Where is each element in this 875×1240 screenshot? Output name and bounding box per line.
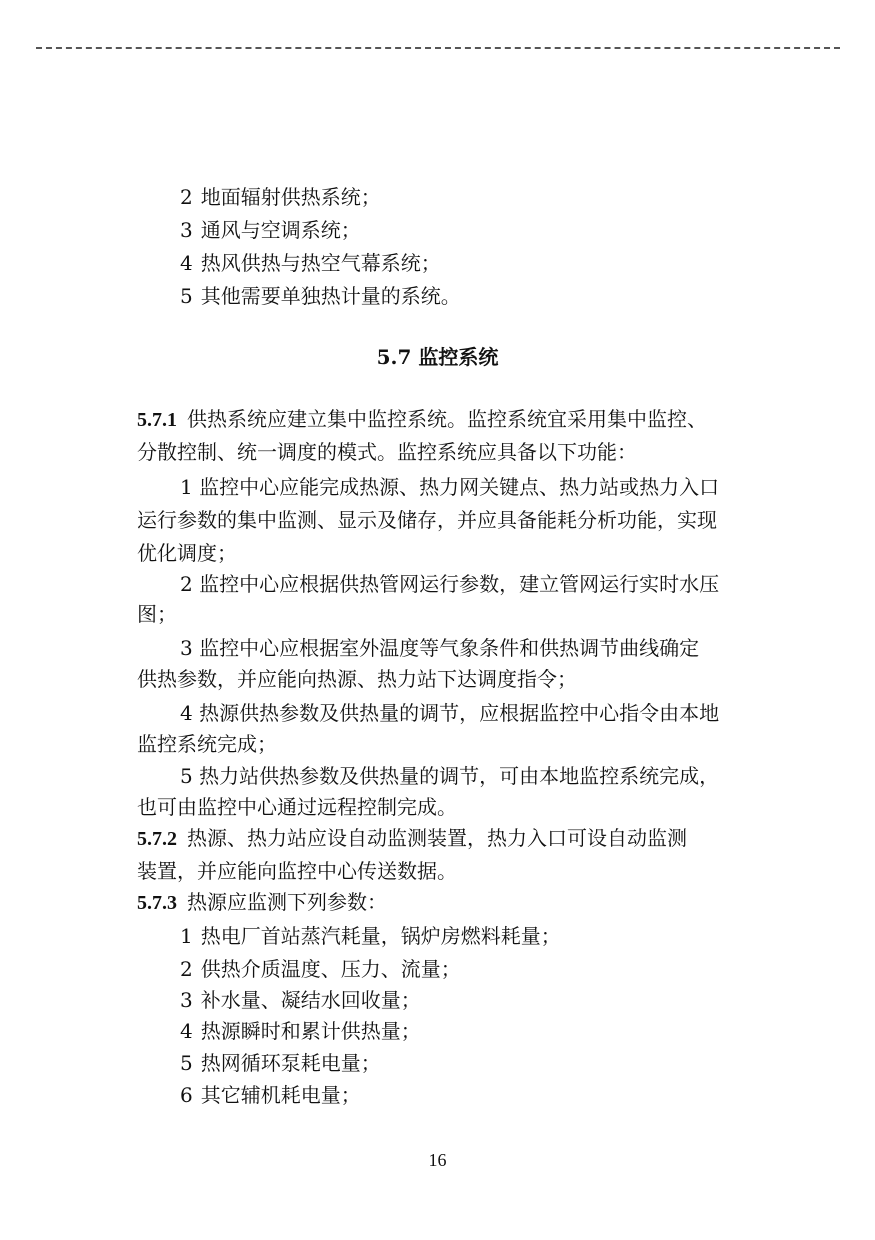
clause-571-item-cont: 优化调度； <box>137 541 237 565</box>
clause-572-line: 5.7.2 热源、热力站应设自动监测装置，热力入口可设自动监测 <box>137 826 687 850</box>
clause-571-item: 1 监控中心应能完成热源、热力网关键点、热力站或热力入口 <box>180 475 720 499</box>
clause-number: 5.7.3 <box>137 892 177 914</box>
page-number: 16 <box>428 1150 447 1170</box>
list-item: 1 热电厂首站蒸汽耗量，锅炉房燃料耗量； <box>180 924 561 948</box>
list-item: 3 通风与空调系统； <box>180 218 361 242</box>
clause-571-item-cont: 监控系统完成； <box>137 732 277 756</box>
clause-572-line: 装置，并应能向监控中心传送数据。 <box>137 859 457 883</box>
clause-571-item-cont: 运行参数的集中监测、显示及储存，并应具备能耗分析功能，实现 <box>137 508 717 532</box>
clause-571-item: 4 热源供热参数及供热量的调节，应根据监控中心指令由本地 <box>180 701 720 725</box>
list-item: 4 热源瞬时和累计供热量； <box>180 1019 421 1043</box>
clause-571-item: 2 监控中心应根据供热管网运行参数，建立管网运行实时水压 <box>180 572 720 596</box>
list-item: 5 热网循环泵耗电量； <box>180 1051 381 1075</box>
clause-571-line: 5.7.1 供热系统应建立集中监控系统。监控系统宜采用集中监控、 <box>137 407 707 431</box>
list-item: 2 地面辐射供热系统； <box>180 185 381 209</box>
list-item: 3 补水量、凝结水回收量； <box>180 988 421 1012</box>
clause-573-line: 5.7.3 热源应监测下列参数： <box>137 890 387 914</box>
clause-571-item-cont: 供热参数，并应能向热源、热力站下达调度指令； <box>137 667 577 691</box>
clause-571-line: 分散控制、统一调度的模式。监控系统应具备以下功能： <box>137 440 637 464</box>
list-item: 5 其他需要单独热计量的系统。 <box>180 284 461 308</box>
section-title: 5.7 监控系统 <box>376 345 499 369</box>
list-item: 6 其它辅机耗电量； <box>180 1083 361 1107</box>
clause-571-item-cont: 也可由监控中心通过远程控制完成。 <box>137 795 457 819</box>
clause-571-item: 3 监控中心应根据室外温度等气象条件和供热调节曲线确定 <box>180 636 700 660</box>
list-item: 4 热风供热与热空气幕系统； <box>180 251 441 275</box>
list-item: 2 供热介质温度、压力、流量； <box>180 957 461 981</box>
clause-number: 5.7.1 <box>137 409 177 431</box>
clause-number: 5.7.2 <box>137 828 177 850</box>
header-rule <box>36 47 840 49</box>
clause-571-item: 5 热力站供热参数及供热量的调节，可由本地监控系统完成， <box>180 764 720 788</box>
clause-571-item-cont: 图； <box>137 602 177 626</box>
